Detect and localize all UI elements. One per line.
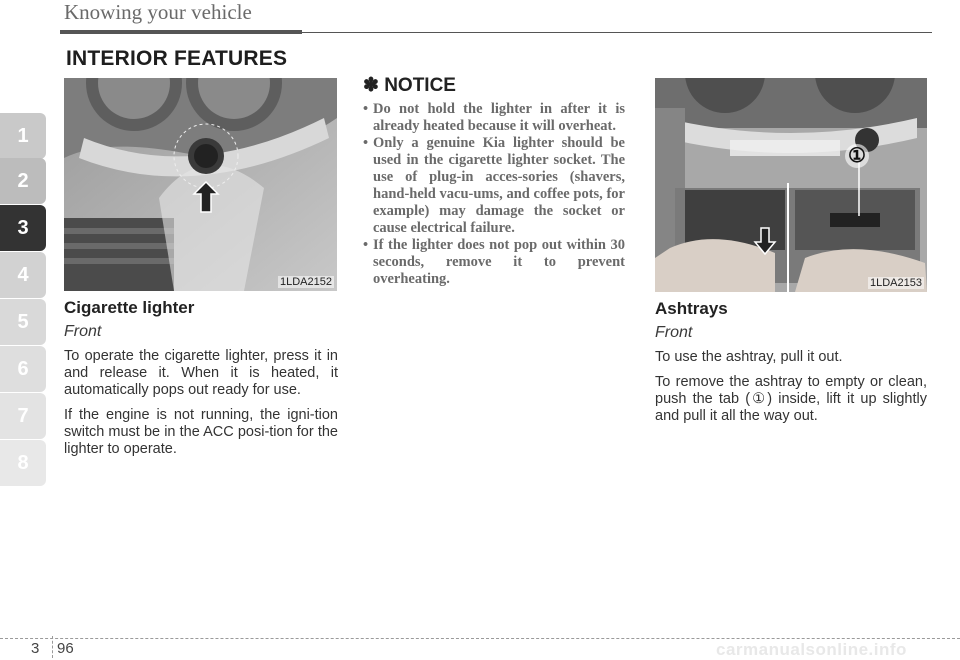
page-number: [31, 640, 39, 657]
chapter-tab-1[interactable]: 1: [0, 113, 46, 159]
chapter-tab-7[interactable]: 7: [0, 393, 46, 439]
paragraph: To use the ashtray, pull it out.: [655, 349, 843, 365]
paragraph: If the engine is not running, the igni-tion switch must be in the ACC posi-tion for the lighter to operate.: [64, 407, 338, 457]
chapter-tab-5[interactable]: 5: [0, 299, 46, 345]
running-header: Knowing your vehicle: [64, 0, 252, 24]
notice-title: ✽ NOTICE: [363, 75, 456, 96]
chapter-tab-4[interactable]: 4: [0, 252, 46, 298]
header-rule-thick: [60, 30, 302, 34]
footer-rule: [0, 638, 960, 639]
cigarette-lighter-title: Cigarette lighter: [64, 298, 195, 317]
watermark: carmanualsonline.info: [716, 640, 907, 659]
section-title: INTERIOR FEATURES: [66, 47, 288, 70]
cigarette-lighter-subtitle: Front: [64, 323, 102, 340]
page-number-separator: [52, 636, 53, 658]
page-number-value: 96: [57, 640, 74, 657]
ashtrays-body: [655, 349, 927, 433]
page-section: 3: [31, 640, 40, 657]
chapter-tab-6[interactable]: 6: [0, 346, 46, 392]
ashtray-photo: [655, 78, 927, 292]
cigarette-lighter-photo: [64, 78, 337, 291]
paragraph: To operate the cigarette lighter, press it in and release it. When it is heated, it automatically pops out ready for use.: [64, 348, 338, 398]
notice-item: • Only a genuine Kia lighter should be used in the cigarette lighter socket. The use of plug-in acces-sories (shavers, hand-held vacu-ums, and coffee pots, for example) may damage the socket or cause electrical failure.: [363, 135, 625, 237]
notice-list: [363, 101, 625, 288]
chapter-tab-3[interactable]: 3: [0, 205, 46, 251]
photo-code: 1LDA2152: [280, 276, 332, 288]
cigarette-lighter-body: [64, 348, 338, 466]
photo-code: 1LDA2153: [870, 277, 922, 289]
paragraph: To remove the ashtray to empty or clean, push the tab (①) inside, lift it up slightly and pull it all the way out.: [655, 374, 927, 424]
ashtrays-subtitle: Front: [655, 324, 693, 341]
header-rule-thin: [302, 32, 932, 33]
ashtrays-title: Ashtrays: [655, 299, 728, 318]
chapter-tab-2[interactable]: 2: [0, 158, 46, 204]
callout-marker: ①: [845, 144, 869, 168]
notice-item: • If the lighter does not pop out within 30 seconds, remove it to prevent overheating.: [363, 237, 625, 288]
chapter-tab-8[interactable]: 8: [0, 440, 46, 486]
notice-item: • Do not hold the lighter in after it is already heated because it will overheat.: [363, 101, 625, 135]
